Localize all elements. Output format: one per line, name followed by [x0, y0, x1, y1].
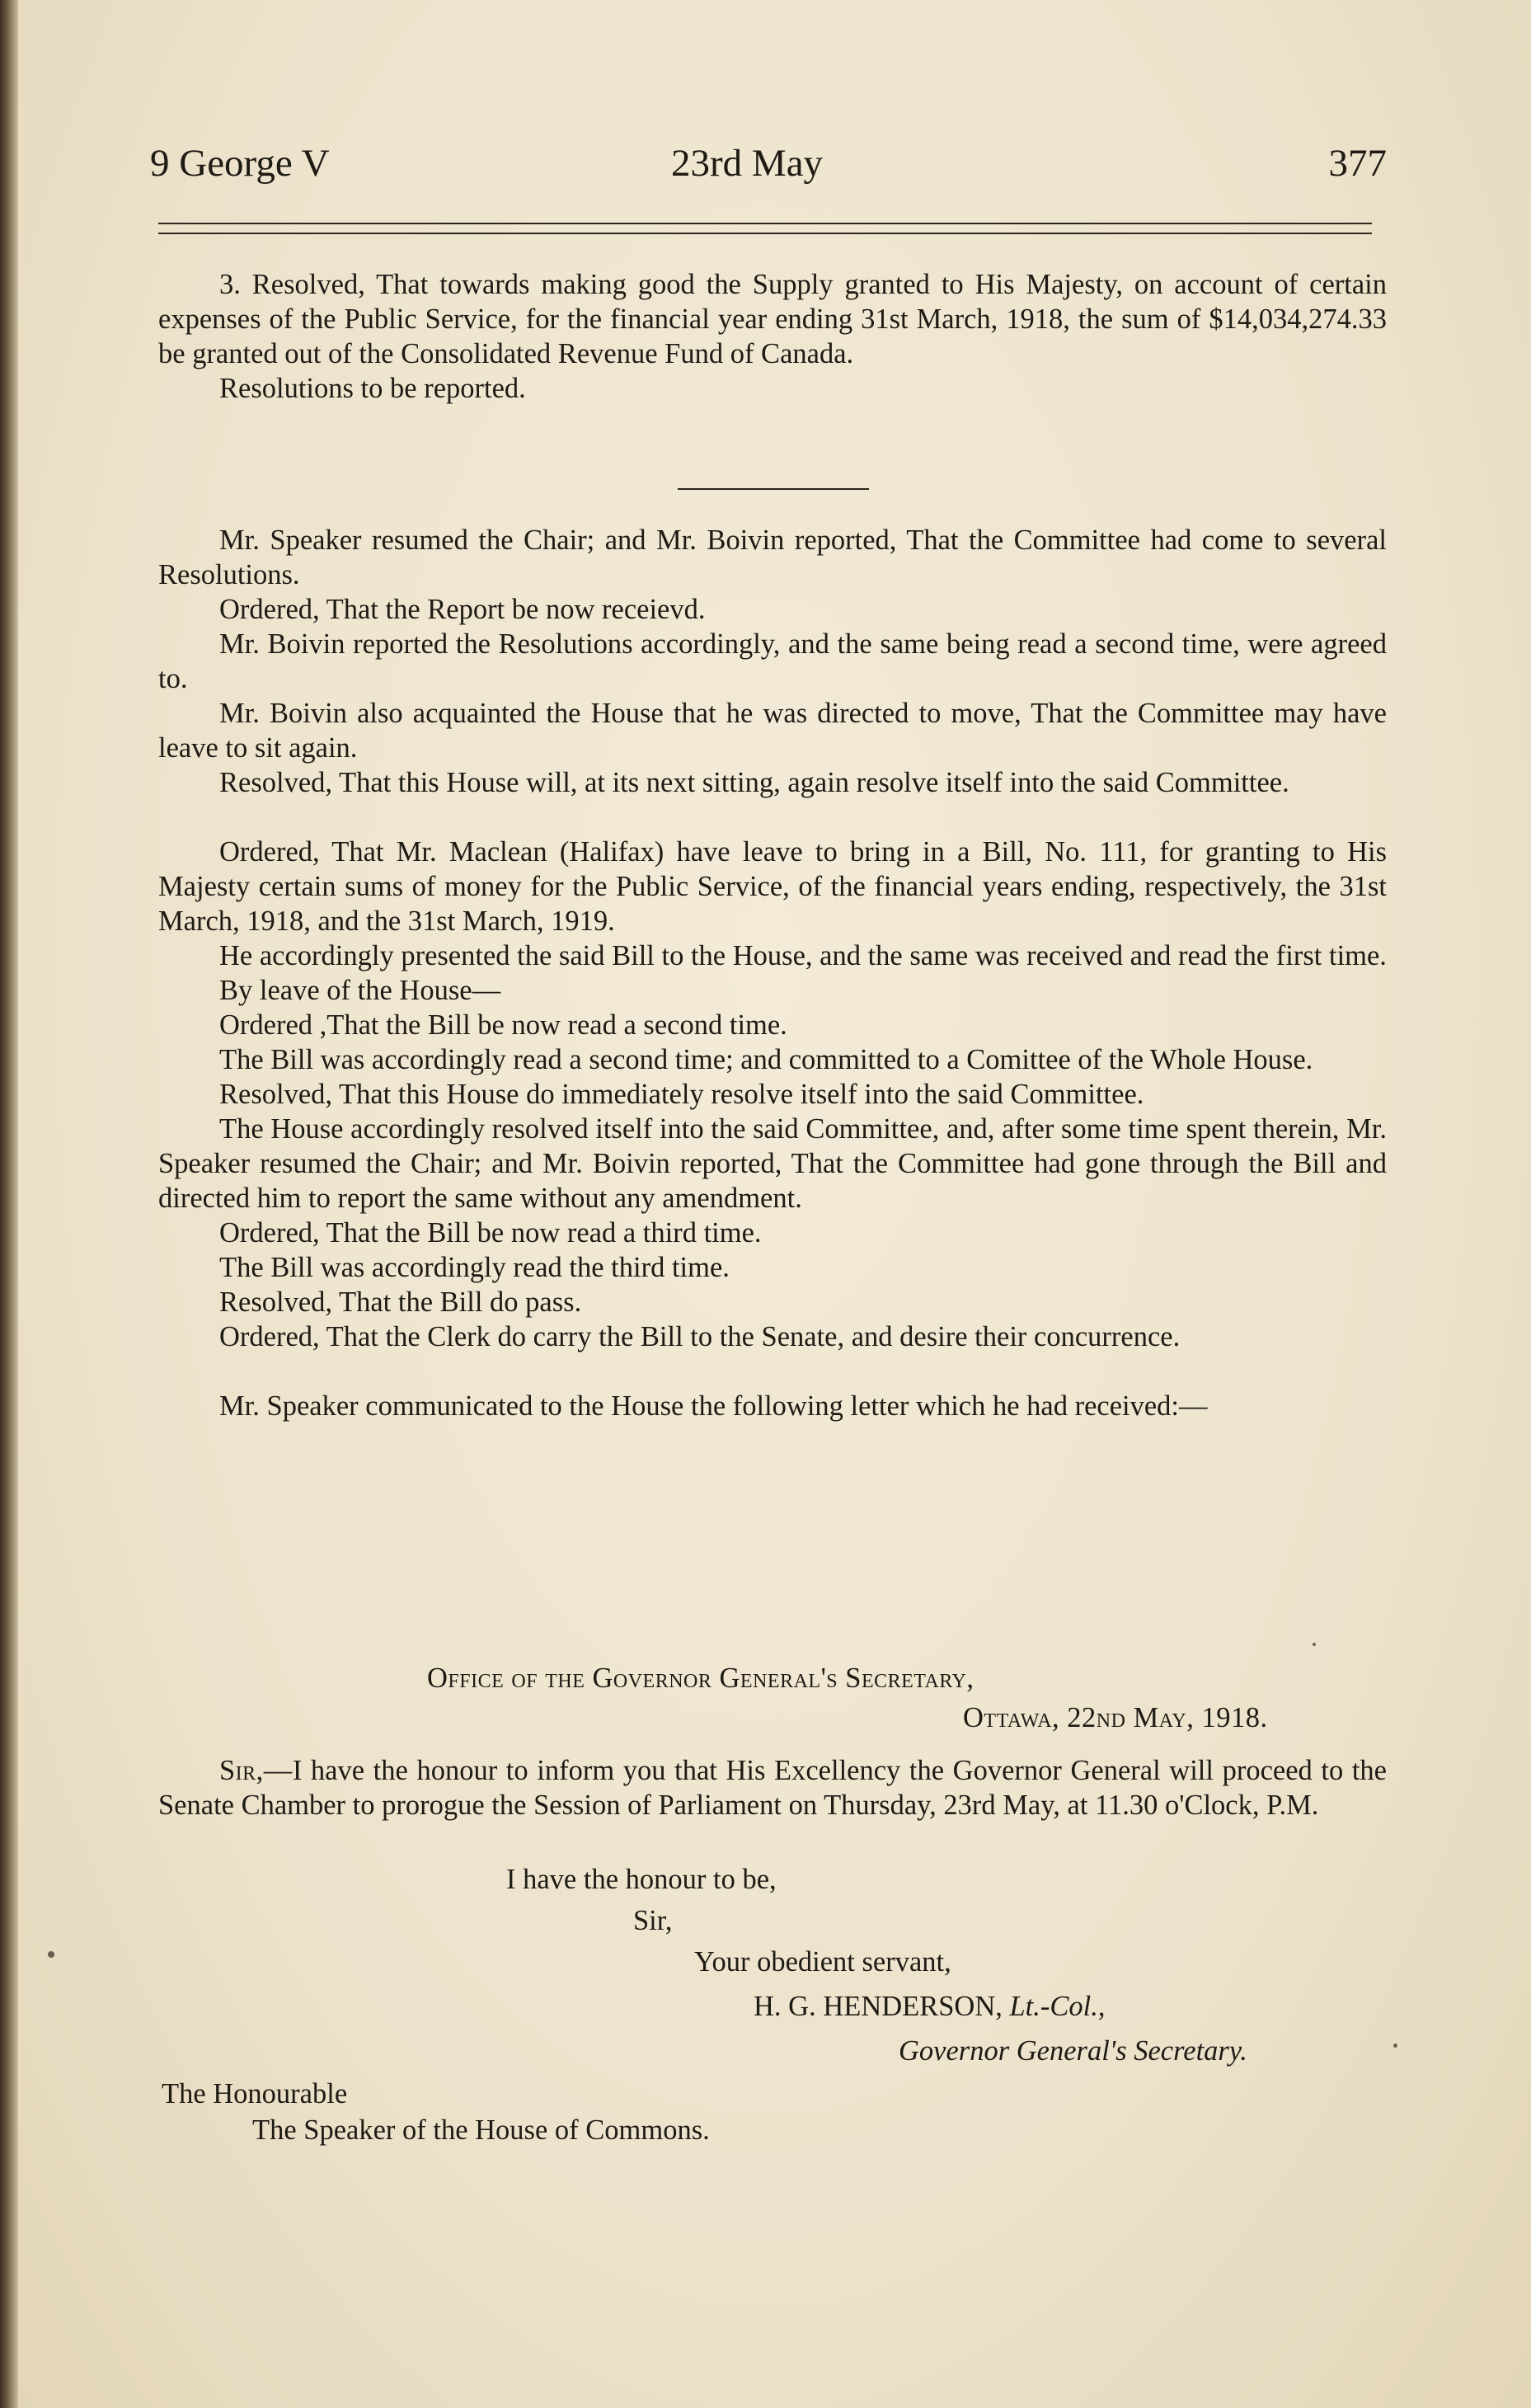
letter-body-block — [158, 1753, 1387, 1822]
letter-body-text: I have the honour to inform you that His Excellency the Governor General will proceed to the Senate Chamber to prorogue the Session of Parliament on Thursday, 23rd May, at 11.30 o'Clock, P.M. — [158, 1755, 1387, 1821]
paper-speck — [1313, 1643, 1316, 1646]
proceeding-paragraph: Resolved, That this House will, at its next sitting, again resolve itself into the said Committee. — [219, 767, 1289, 798]
letter-salutation: Sir,— — [219, 1755, 293, 1786]
letter-body — [158, 1753, 1387, 1822]
signatory-name: H. G. HENDERSON, — [754, 1991, 1003, 2022]
resolution-paragraph: Resolutions to be reported. — [219, 373, 526, 404]
header-regnal-year: 9 George V — [150, 142, 330, 185]
committee-report-block — [158, 523, 1387, 1423]
signatory-rank: Lt.-Col., — [1009, 1991, 1106, 2022]
letter-closing-1: I have the honour to be, — [506, 1864, 777, 1895]
bill-paragraph: He accordingly presented the said Bill to the House, and the same was received and read the first time. — [219, 940, 1387, 971]
bill-paragraph: By leave of the House— — [219, 975, 501, 1006]
addressee-line-2: The Speaker of the House of Commons. — [252, 2114, 710, 2146]
bill-paragraph: Ordered ,That the Bill be now read a second time. — [219, 1009, 787, 1041]
letter-signature — [754, 1989, 1105, 2024]
letter-closing-2: Sir, — [633, 1905, 673, 1936]
letter-office: Office of the Governor General's Secretary, — [427, 1663, 974, 1694]
proceeding-paragraph: Ordered, That the Report be now receievd. — [219, 594, 706, 625]
paper-speck — [48, 1951, 54, 1958]
bill-paragraph: Ordered, That Mr. Maclean (Halifax) have leave to bring in a Bill, No. 111, for granting to His Majesty certain sums of money for the Public Service, of the financial years ending, respectively, the 31st March, 1918, and the 31st March, 1919. — [158, 836, 1387, 937]
letter-place-date — [963, 1700, 1268, 1735]
bill-paragraph: Ordered, That the Clerk do carry the Bill to the Senate, and desire their concurrence. — [219, 1321, 1181, 1352]
proceeding-paragraph: Mr. Boivin reported the Resolutions accordingly, and the same being read a second time, were agreed to. — [158, 628, 1387, 694]
proceeding-paragraph: Mr. Boivin also acquainted the House that he was directed to move, That the Committee may have leave to sit again. — [158, 698, 1387, 764]
running-header — [150, 134, 1387, 192]
book-spine-shadow — [0, 0, 18, 2408]
resolution-block — [158, 267, 1387, 406]
resolution-paragraph: 3. Resolved, That towards making good the Supply granted to His Majesty, on account of certain expenses of the Public Service, for the financial year ending 31st March, 1918, the sum of $14,034,274.33 be granted out of the Consolidated Revenue Fund of Canada. — [158, 269, 1387, 369]
proceeding-paragraph: Mr. Speaker resumed the Chair; and Mr. Boivin reported, That the Committee had come to several Resolutions. — [158, 524, 1387, 590]
signatory-title: Governor General's Secretary. — [899, 2035, 1247, 2067]
letter-place-date-text: Ottawa, 22nd May, 1918. — [963, 1702, 1268, 1733]
addressee-line-1: The Honourable — [162, 2078, 348, 2109]
bill-paragraph: The Bill was accordingly read a second time; and committed to a Comittee of the Whole House. — [219, 1044, 1313, 1075]
header-double-rule — [158, 223, 1372, 234]
letter-closing-3: Your obedient servant, — [694, 1946, 951, 1978]
bill-paragraph: The House accordingly resolved itself into the said Committee, and, after some time spent therein, Mr. Speaker resumed the Chair; and Mr. Boivin reported, That the Committee had gone through the Bill and directed him to report the same without any amendment. — [158, 1113, 1387, 1214]
header-date: 23rd May — [671, 142, 824, 185]
bill-paragraph: Ordered, That the Bill be now read a third time. — [219, 1217, 762, 1249]
page-number: 377 — [1328, 142, 1387, 185]
letter-intro: Mr. Speaker communicated to the House the following letter which he had received:— — [219, 1390, 1208, 1422]
section-divider — [678, 488, 869, 490]
paper-speck — [1393, 2044, 1397, 2048]
bill-paragraph: The Bill was accordingly read the third time. — [219, 1252, 730, 1283]
bill-paragraph: Resolved, That the Bill do pass. — [219, 1286, 582, 1318]
bill-paragraph: Resolved, That this House do immediately resolve itself into the said Committee. — [219, 1079, 1144, 1110]
